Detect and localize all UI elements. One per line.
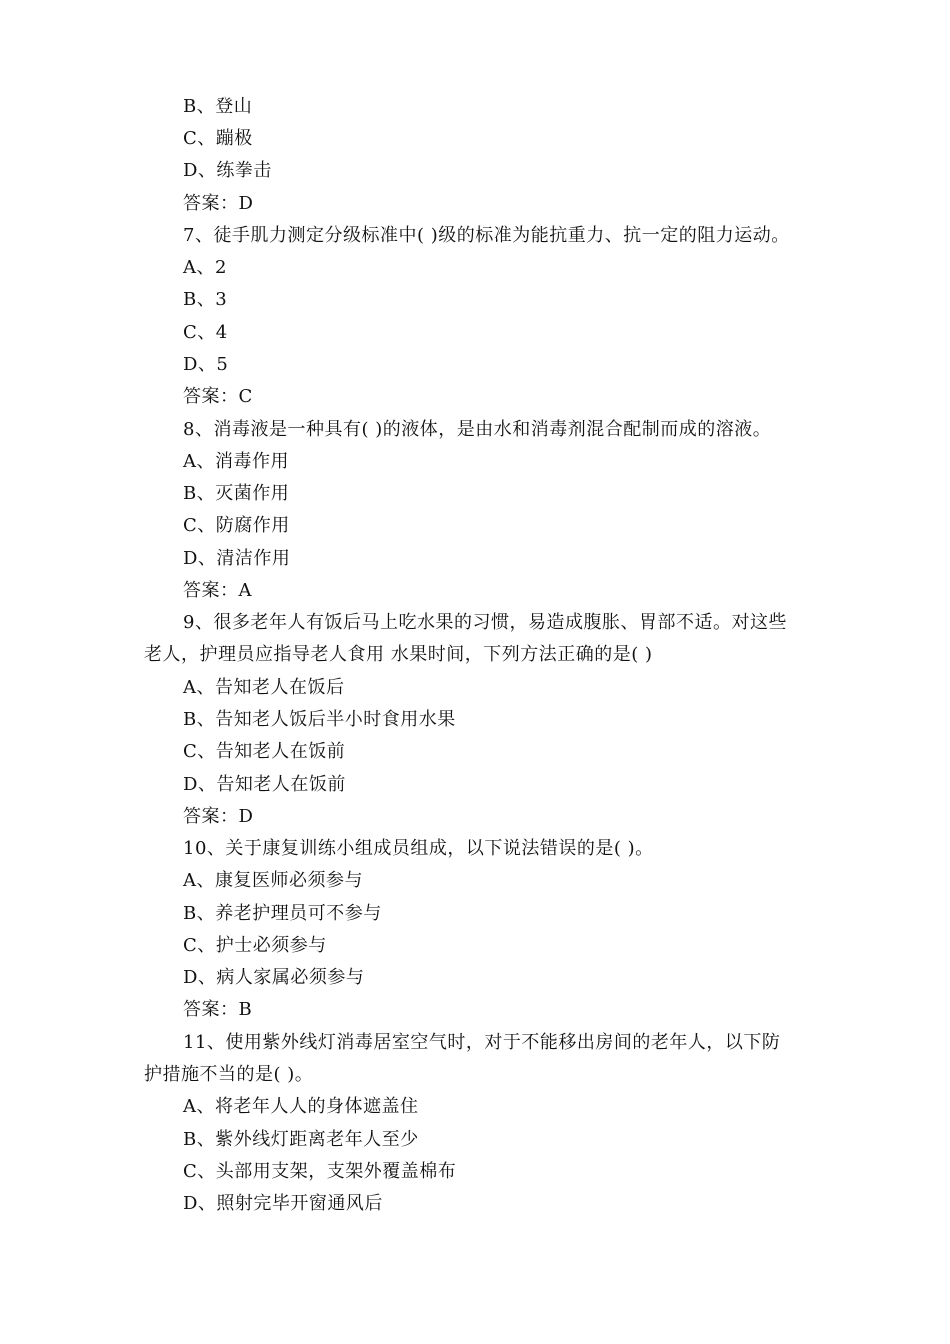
option-11c: C、头部用支架，支架外覆盖棉布 bbox=[183, 1161, 457, 1182]
option-11b: B、紫外线灯距离老年人至少 bbox=[183, 1129, 419, 1150]
answer-9: 答案：D bbox=[183, 806, 254, 827]
option-8d: D、清洁作用 bbox=[183, 548, 291, 569]
option-9a: A、告知老人在饭后 bbox=[183, 677, 345, 698]
option-9c: C、告知老人在饭前 bbox=[183, 741, 346, 762]
question-9: 9、很多老年人有饭后马上吃水果的习惯，易造成腹胀、胃部不适。对这些 bbox=[183, 612, 787, 633]
answer-10: 答案：B bbox=[183, 999, 253, 1020]
question-11: 11、使用紫外线灯消毒居室空气时，对于不能移出房间的老年人，以下防 bbox=[183, 1032, 781, 1053]
question-9-cont: 老人，护理员应指导老人食用 水果时间，下列方法正确的是( ) bbox=[144, 644, 653, 665]
question-7: 7、徒手肌力测定分级标准中( )级的标准为能抗重力、抗一定的阻力运动。 bbox=[183, 225, 790, 246]
option-10a: A、康复医师必须参与 bbox=[183, 870, 363, 891]
answer-8: 答案：A bbox=[183, 580, 252, 601]
option-6c: C、蹦极 bbox=[183, 128, 253, 149]
option-8c: C、防腐作用 bbox=[183, 515, 290, 536]
option-7c: C、4 bbox=[183, 322, 228, 343]
option-10c: C、护士必须参与 bbox=[183, 935, 327, 956]
question-11-cont: 护措施不当的是( )。 bbox=[144, 1064, 314, 1085]
option-9b: B、告知老人饭后半小时食用水果 bbox=[183, 709, 456, 730]
answer-6: 答案：D bbox=[183, 193, 254, 214]
question-8: 8、消毒液是一种具有( )的液体，是由水和消毒剂混合配制而成的溶液。 bbox=[183, 419, 772, 440]
option-10b: B、养老护理员可不参与 bbox=[183, 903, 382, 924]
option-8a: A、消毒作用 bbox=[183, 451, 289, 472]
option-10d: D、病人家属必须参与 bbox=[183, 967, 365, 988]
question-10: 10、关于康复训练小组成员组成，以下说法错误的是( )。 bbox=[183, 838, 654, 859]
option-7a: A、2 bbox=[183, 257, 227, 278]
answer-7: 答案：C bbox=[183, 386, 253, 407]
option-9d: D、告知老人在饭前 bbox=[183, 774, 346, 795]
option-6b: B、登山 bbox=[183, 96, 253, 117]
option-11a: A、将老年人人的身体遮盖住 bbox=[183, 1096, 419, 1117]
option-7b: B、3 bbox=[183, 289, 228, 310]
option-7d: D、5 bbox=[183, 354, 229, 375]
option-8b: B、灭菌作用 bbox=[183, 483, 290, 504]
option-11d: D、照射完毕开窗通风后 bbox=[183, 1193, 383, 1214]
option-6d: D、练拳击 bbox=[183, 160, 272, 181]
